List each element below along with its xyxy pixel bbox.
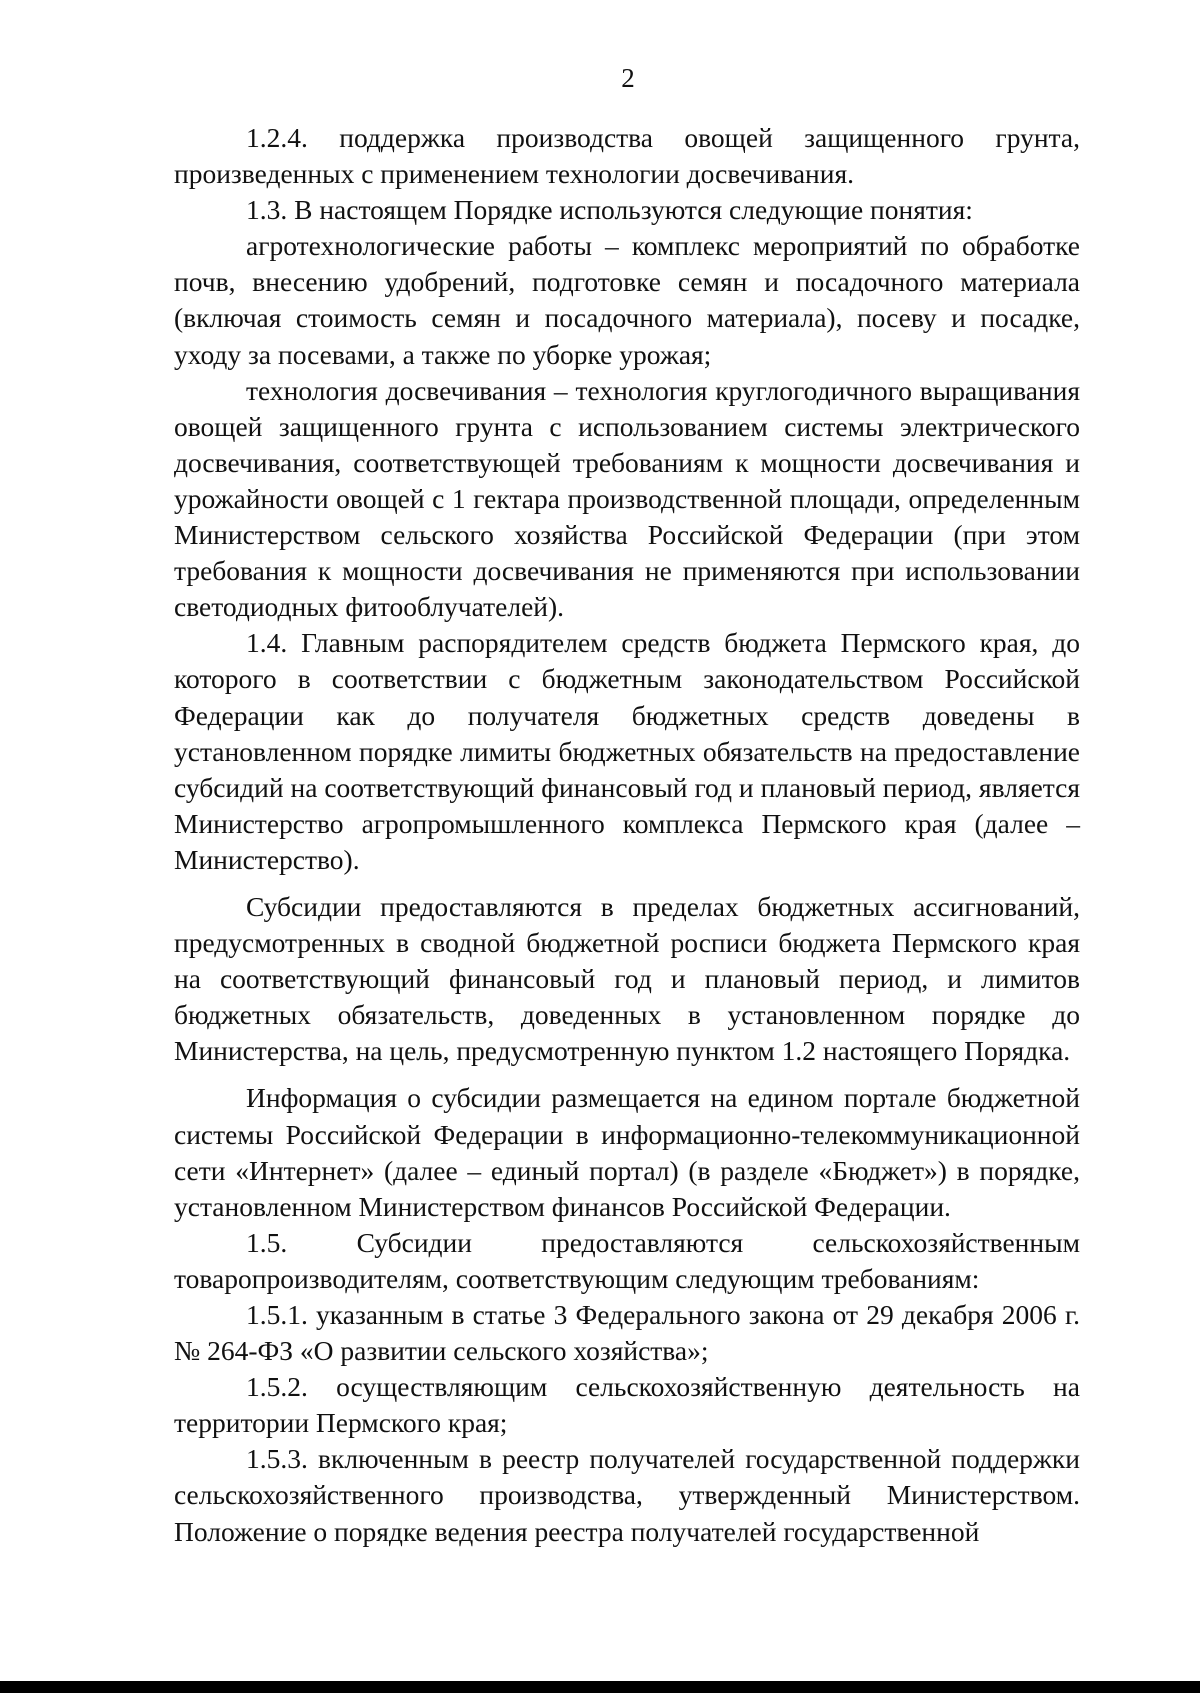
paragraph-1-2-4: 1.2.4. поддержка производства овощей защищенного грунта, произведенных с применением технологии досвечивания. xyxy=(174,122,1080,190)
document-body xyxy=(174,120,1080,1550)
paragraph-portal-info: Информация о субсидии размещается на едином портале бюджетной системы Российской Федерации в информационно-телекоммуникационной сети «Интернет» (далее – единый портал) (в разделе «Бюджет») в порядке, установленном Министерством финансов Российской Федерации. xyxy=(174,1082,1080,1222)
paragraph-lighting-definition: технология досвечивания – технология круглогодичного выращивания овощей защищенного грунта с использованием системы электрического досвечивания, соответствующей требованиям к мощности досвечивания и урожайности овощей с 1 гектара производственной площади, определенным Министерством сельского хозяйства Российской Федерации (при этом требования к мощности досвечивания не применяются при использовании светодиодных фитооблучателей). xyxy=(174,374,1080,623)
paragraph-1-5-2: 1.5.2. осуществляющим сельскохозяйственную деятельность на территории Пермского края; xyxy=(174,1371,1080,1439)
page-number: 2 xyxy=(621,63,635,93)
paragraph-1-5-1: 1.5.1. указанным в статье 3 Федерального закона от 29 декабря 2006 г. № 264-ФЗ «О развитии сельского хозяйства»; xyxy=(174,1299,1080,1367)
paragraph-1-5-3: 1.5.3. включенным в реестр получателей государственной поддержки сельскохозяйственного производства, утвержденный Министерством. Положение о порядке ведения реестра получателей государственной xyxy=(174,1443,1080,1547)
scan-bottom-edge xyxy=(0,1681,1200,1693)
paragraph-1-3: 1.3. В настоящем Порядке используются следующие понятия: xyxy=(246,194,973,226)
paragraph-1-5: 1.5. Субсидии предоставляются сельскохозяйственным товаропроизводителям, соответствующим следующим требованиям: xyxy=(174,1226,1080,1294)
paragraph-subsidy-limits: Субсидии предоставляются в пределах бюджетных ассигнований, предусмотренных в сводной бюджетной росписи бюджета Пермского края на соответствующий финансовый год и плановый период, и лимитов бюджетных обязательств, доведенных в установленном порядке до Министерства, на цель, предусмотренную пунктом 1.2 настоящего Порядка. xyxy=(174,890,1080,1067)
paragraph-agrotech-definition: агротехнологические работы – комплекс мероприятий по обработке почв, внесению удобрений, подготовке семян и посадочного материала (включая стоимость семян и посадочного материала), посеву и посадке, уходу за посевами, а также по уборке урожая; xyxy=(174,230,1080,370)
paragraph-1-4: 1.4. Главным распорядителем средств бюджета Пермского края, до которого в соответствии с бюджетным законодательством Российской Федерации как до получателя бюджетных средств доведены в установленном порядке лимиты бюджетных обязательств на предоставление субсидий на соответствующий финансовый год и плановый период, является Министерство агропромышленного комплекса Пермского края (далее – Министерство). xyxy=(174,627,1080,875)
